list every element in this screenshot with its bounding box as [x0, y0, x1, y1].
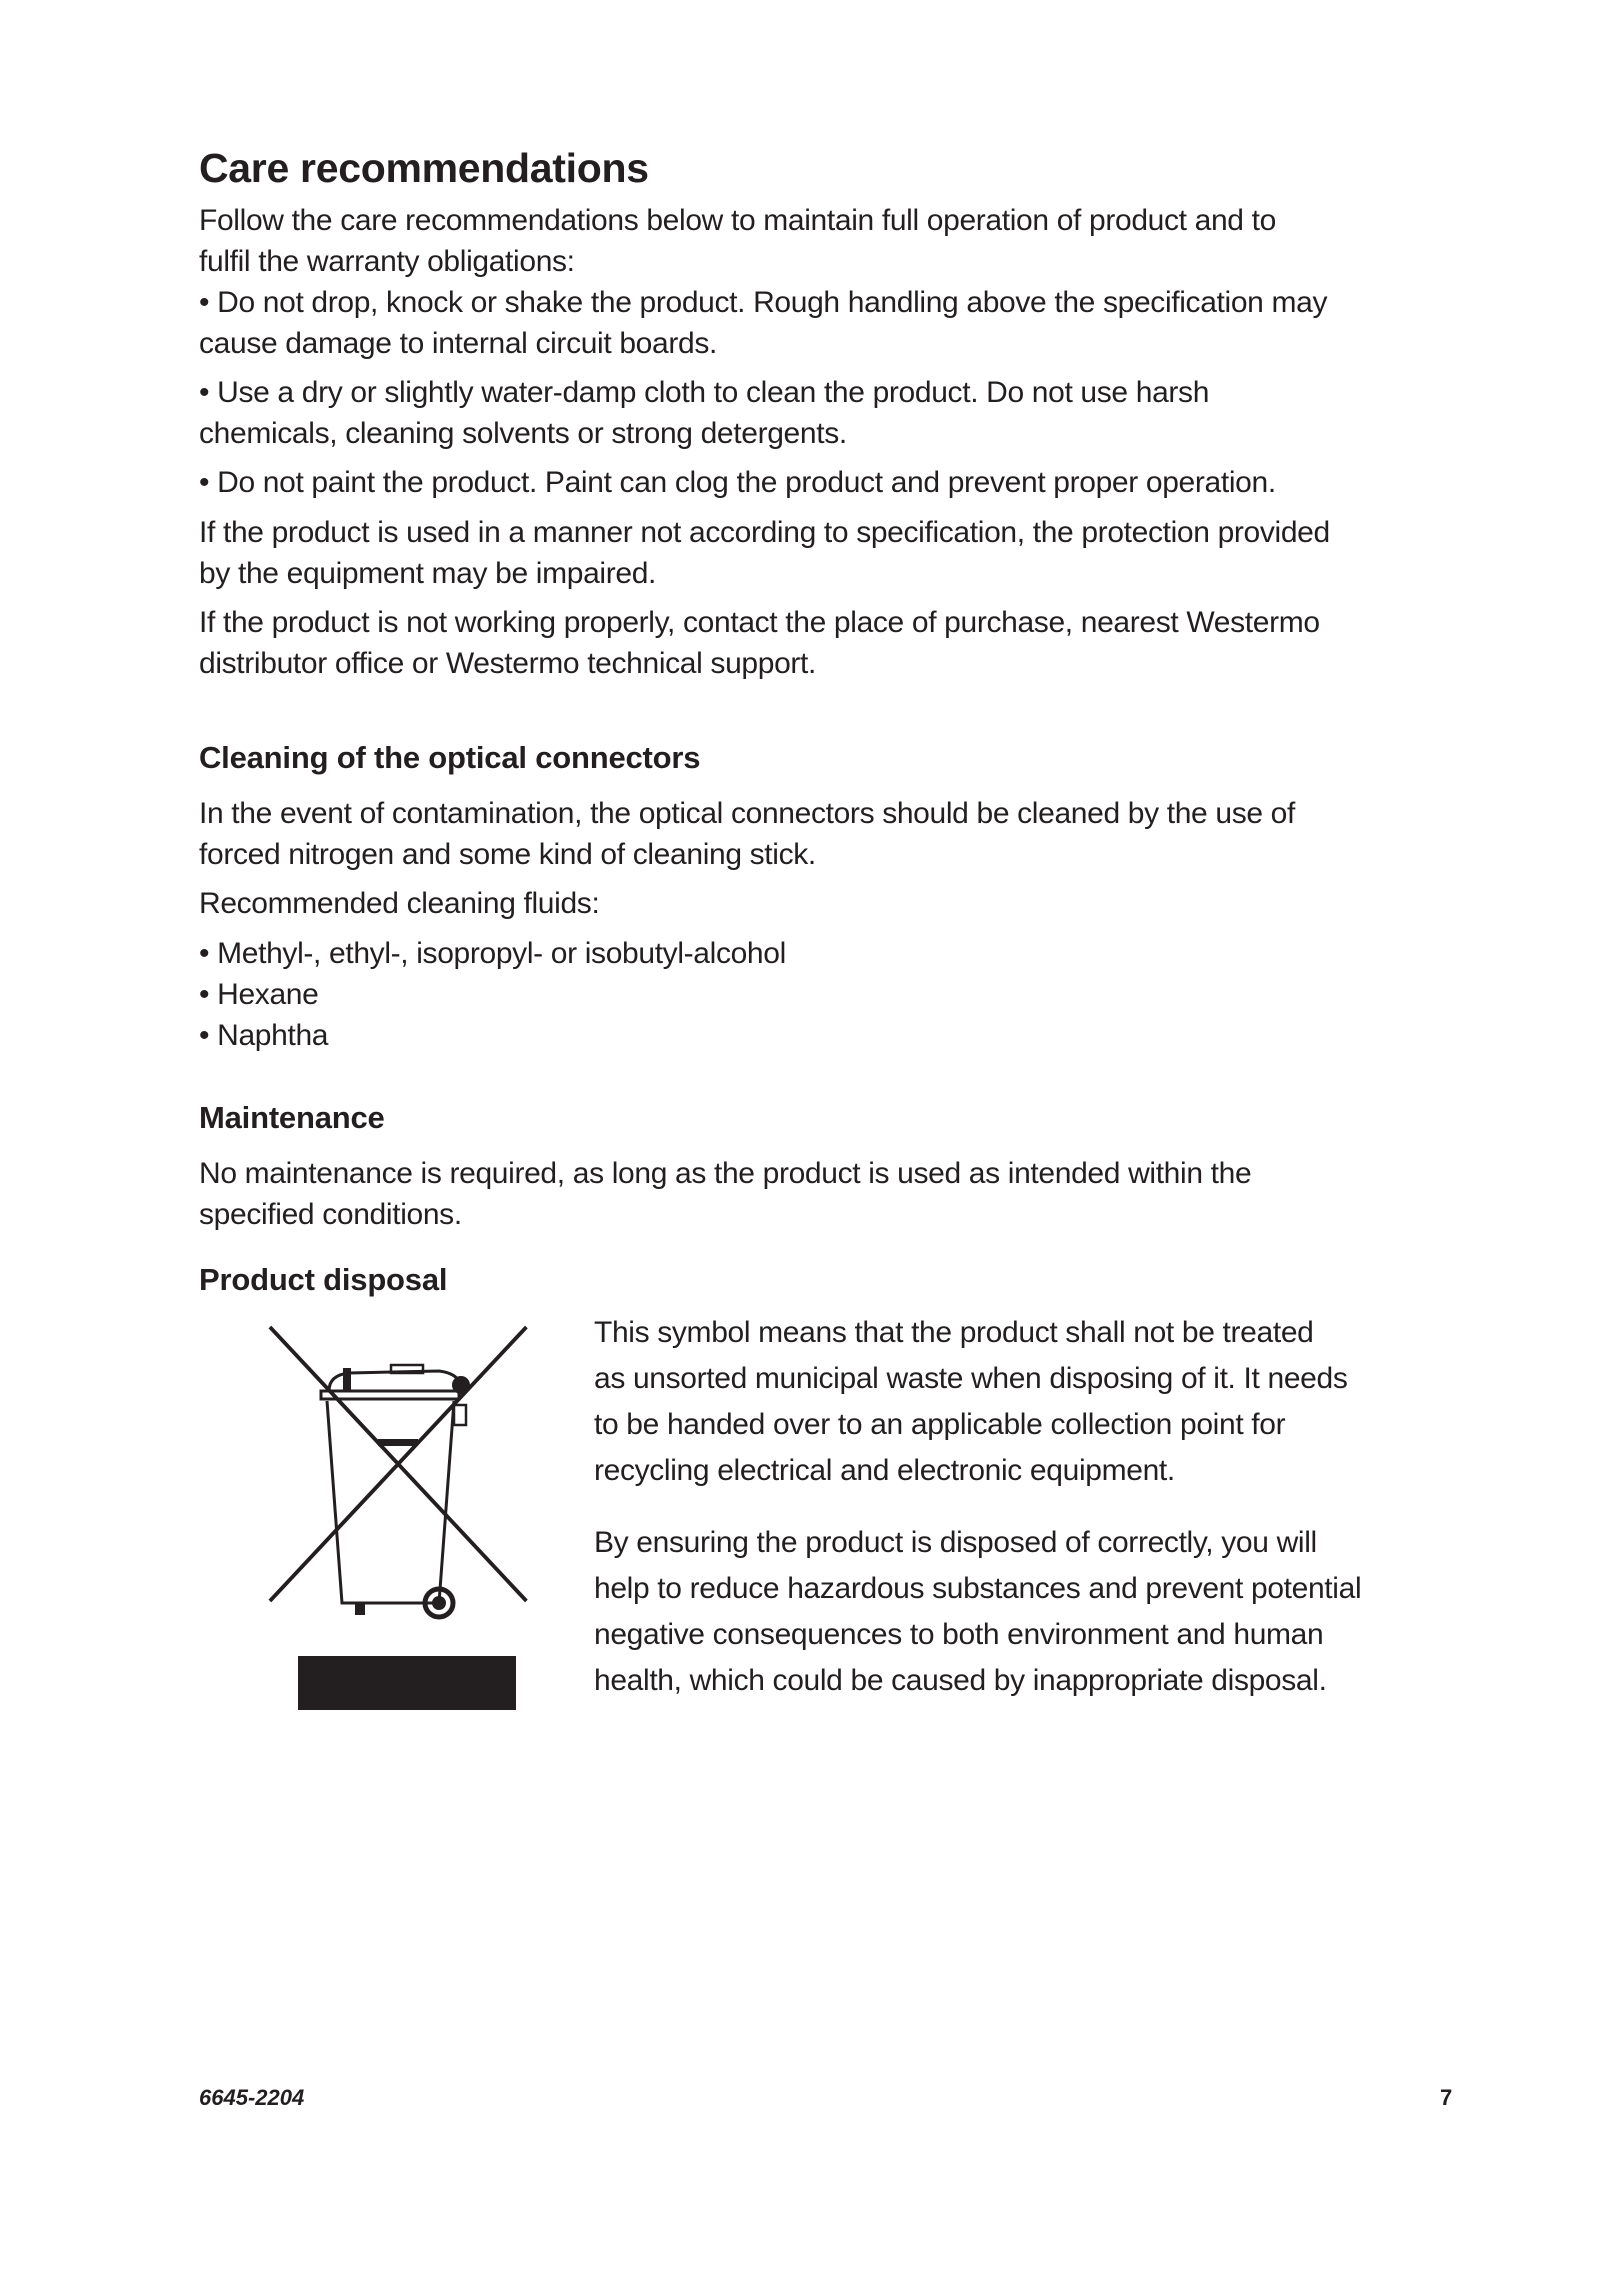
text-line: If the product is used in a manner not according to specification, the protection provided [199, 516, 1330, 549]
cleaning-fluids-label: Recommended cleaning fluids: [199, 887, 600, 920]
text-line: This symbol means that the product shall not be treated [594, 1316, 1314, 1349]
text-line: recycling electrical and electronic equipment. [594, 1454, 1175, 1487]
text-line: By ensuring the product is disposed of correctly, you will [594, 1526, 1317, 1559]
text-line: cause damage to internal circuit boards. [199, 327, 717, 360]
care-bullet-3 [199, 462, 1461, 503]
text-line: distributor office or Westermo technical support. [199, 647, 817, 680]
fluid-item: • Hexane [199, 974, 318, 1015]
text-line: No maintenance is required, as long as the product is used as intended within the [199, 1157, 1252, 1190]
care-paragraph-spec [199, 512, 1461, 594]
text-line: as unsorted municipal waste when disposing of it. It needs [594, 1362, 1348, 1395]
maintenance-paragraph [199, 1153, 1461, 1235]
section-title-cleaning: Cleaning of the optical connectors [199, 740, 701, 775]
cleaning-paragraph [199, 793, 1461, 875]
text-line: by the equipment may be impaired. [199, 557, 657, 590]
fluid-item: • Methyl-, ethyl-, isopropyl- or isobutyl-alcohol [199, 933, 786, 974]
text-line: Follow the care recommendations below to maintain full operation of product and to [199, 204, 1276, 237]
fluid-item: • Naphtha [199, 1015, 328, 1056]
care-bullet-2 [199, 372, 1461, 454]
text-line: fulfil the warranty obligations: [199, 245, 575, 278]
section-title-maintenance: Maintenance [199, 1100, 385, 1135]
care-intro [199, 200, 1461, 282]
care-paragraph-support [199, 602, 1461, 684]
text-line: chemicals, cleaning solvents or strong detergents. [199, 417, 847, 450]
text-line: • Do not drop, knock or shake the product. Rough handling above the specification may [199, 282, 1461, 323]
text-line: forced nitrogen and some kind of cleaning stick. [199, 838, 816, 871]
document-code: 6645-2204 [199, 2085, 305, 2110]
crossed-out-wheelie-bin-icon [249, 1313, 529, 1713]
text-line: • Do not paint the product. Paint can clog the product and prevent proper operation. [199, 462, 1461, 503]
page-number: 7 [1440, 2085, 1453, 2110]
care-bullet-1 [199, 282, 1461, 364]
text-line: • Use a dry or slightly water-damp cloth to clean the product. Do not use harsh [199, 372, 1461, 413]
disposal-paragraph-1 [594, 1310, 1464, 1494]
text-line: to be handed over to an applicable collection point for [594, 1408, 1286, 1441]
page-title: Care recommendations [199, 145, 649, 191]
text-line: In the event of contamination, the optical connectors should be cleaned by the use of [199, 797, 1295, 830]
text-line: negative consequences to both environment and human [594, 1618, 1324, 1651]
text-line: help to reduce hazardous substances and prevent potential [594, 1572, 1362, 1605]
text-line: specified conditions. [199, 1198, 462, 1231]
text-line: If the product is not working properly, contact the place of purchase, nearest Westermo [199, 606, 1320, 639]
text-line: health, which could be caused by inappropriate disposal. [594, 1664, 1327, 1697]
disposal-paragraph-2 [594, 1520, 1464, 1704]
section-title-disposal: Product disposal [199, 1262, 448, 1297]
